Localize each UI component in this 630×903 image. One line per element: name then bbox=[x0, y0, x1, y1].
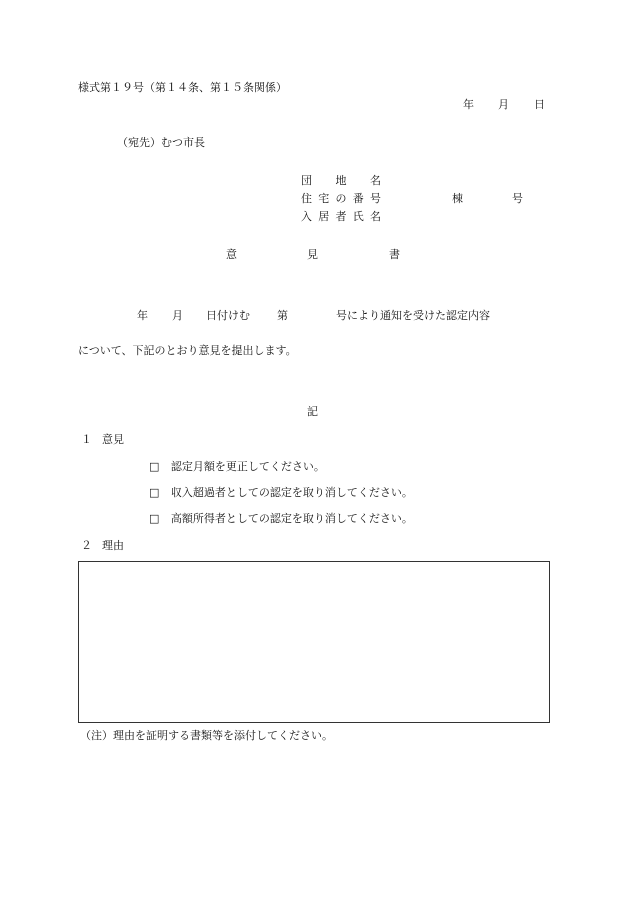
date-month-label: 月 bbox=[498, 98, 509, 111]
title-char-3: 書 bbox=[389, 248, 400, 261]
body-line2: について、下記のとおり意見を提出します。 bbox=[78, 344, 297, 357]
option-row bbox=[149, 486, 413, 500]
footnote: （注）理由を証明する書類等を添付してください。 bbox=[80, 729, 333, 742]
section2-label: 理由 bbox=[102, 539, 124, 552]
form-number: 様式第１９号（第１４条、第１５条関係） bbox=[78, 81, 287, 94]
building-label: 棟 bbox=[452, 192, 463, 205]
section1-number: １ bbox=[81, 433, 92, 446]
complex-name-label: 団 地 名 bbox=[301, 174, 381, 187]
option-text: 収入超過者としての認定を取り消してください。 bbox=[170, 486, 413, 499]
title-char-1: 意 bbox=[226, 248, 237, 261]
reason-input-box[interactable] bbox=[78, 561, 550, 723]
section2-number: ２ bbox=[81, 539, 92, 552]
option-text: 認定月額を更正してください。 bbox=[170, 460, 325, 473]
title-char-2: 見 bbox=[307, 248, 318, 261]
option-row bbox=[149, 512, 413, 526]
option-text: 高額所得者としての認定を取り消してください。 bbox=[170, 512, 413, 525]
unit-number-label: 住 宅 の 番 号 bbox=[301, 192, 381, 205]
body-line1-rest: 号により通知を受けた認定内容 bbox=[336, 309, 490, 322]
resident-name-label: 入 居 者 氏 名 bbox=[301, 210, 381, 223]
checkbox[interactable]: □ bbox=[149, 512, 160, 525]
body-dai-label: 第 bbox=[277, 309, 288, 322]
date-day-label: 日 bbox=[534, 98, 545, 111]
section1-label: 意見 bbox=[102, 433, 124, 446]
addressee: （宛先）むつ市長 bbox=[117, 136, 205, 149]
checkbox[interactable]: □ bbox=[149, 486, 160, 499]
body-month-label: 月 bbox=[172, 309, 183, 322]
option-row bbox=[149, 460, 325, 474]
checkbox[interactable]: □ bbox=[149, 460, 160, 473]
body-year-label: 年 bbox=[137, 309, 148, 322]
room-number-label: 号 bbox=[512, 192, 523, 205]
ki-heading: 記 bbox=[307, 405, 318, 418]
body-dated-label: 日付けむ bbox=[206, 309, 250, 322]
date-year-label: 年 bbox=[463, 98, 474, 111]
